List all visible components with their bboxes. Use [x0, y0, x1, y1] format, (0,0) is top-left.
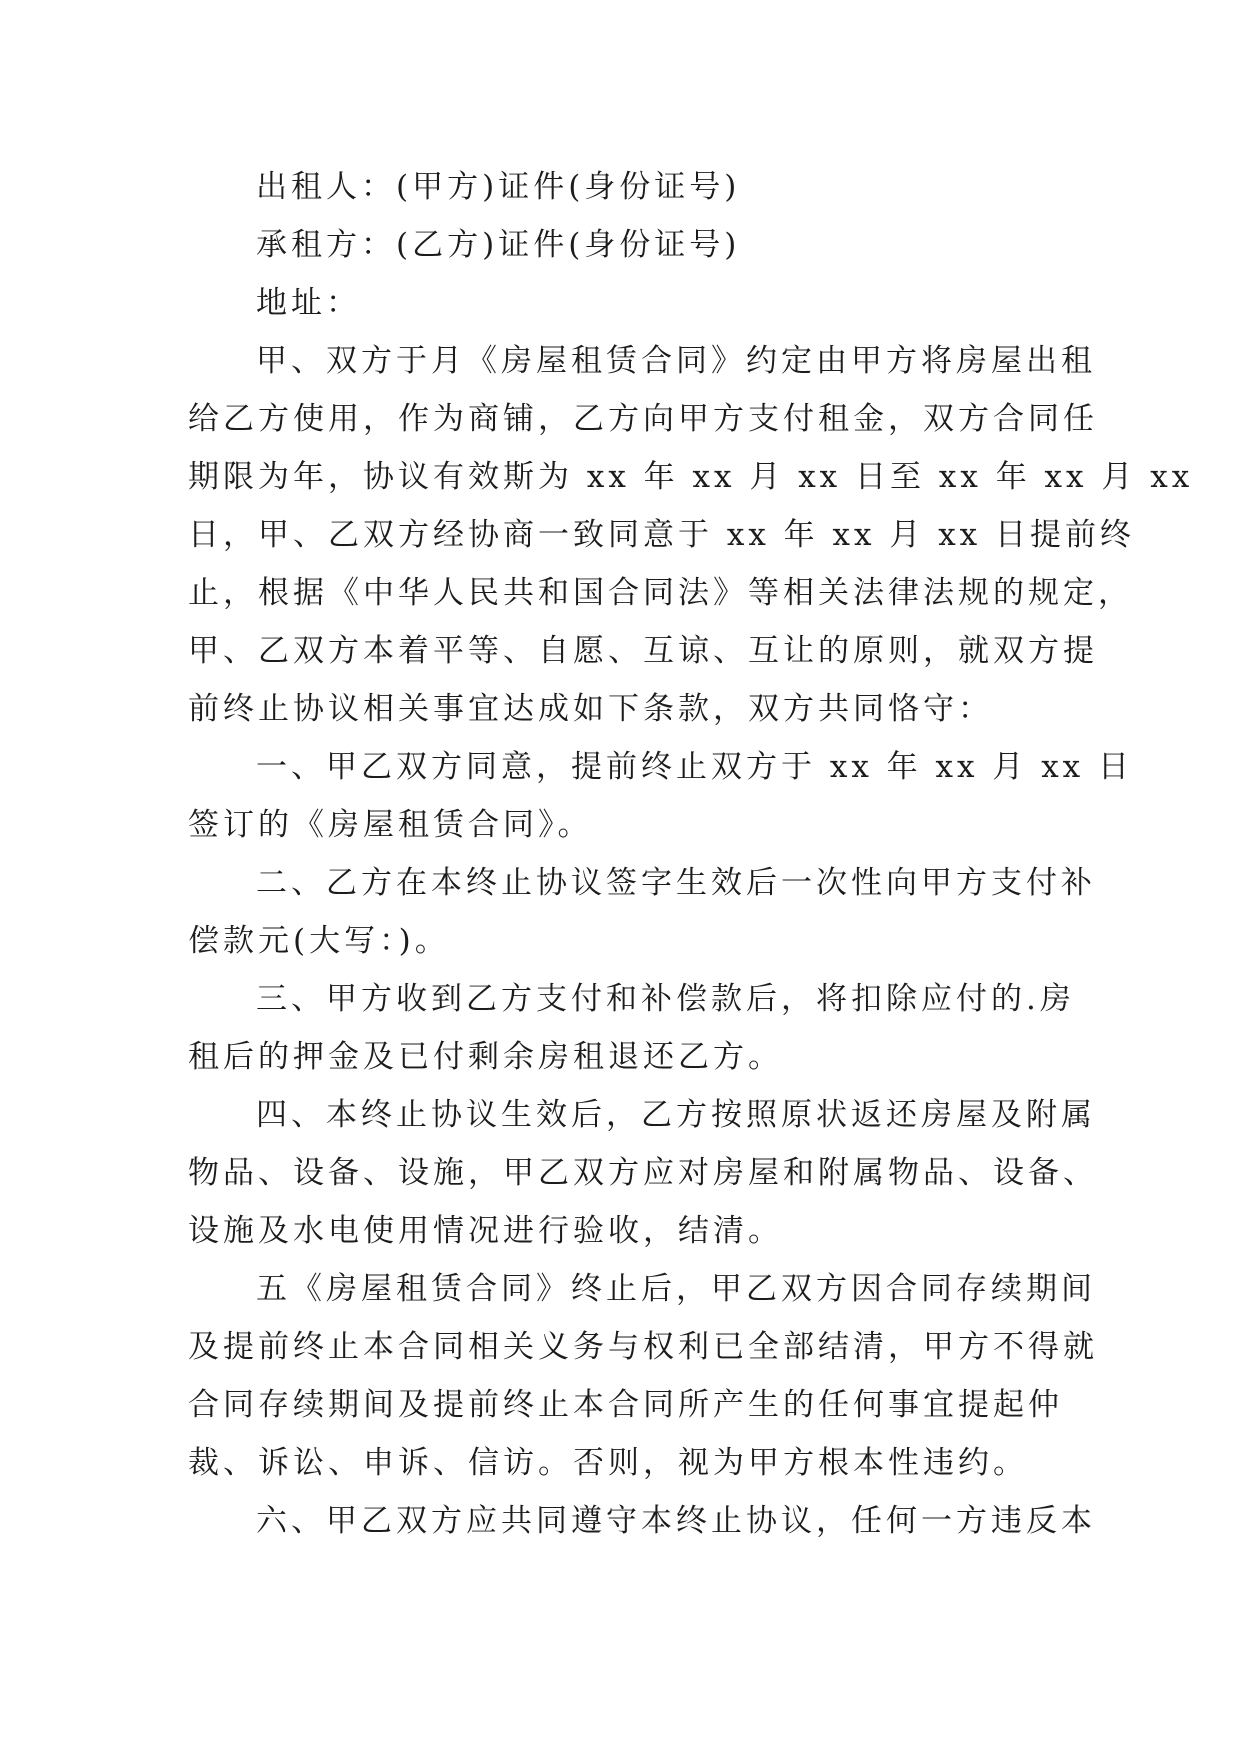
- text-line: 四、本终止协议生效后，乙方按照原状返还房屋及附属: [256, 1097, 1096, 1133]
- text-line: 止，根据《中华人民共和国合同法》等相关法律法规的规定，: [188, 575, 1133, 611]
- text-line: 承租方：(乙方)证件(身份证号): [256, 227, 741, 263]
- clause-6-paragraph: [188, 1492, 1096, 1550]
- text-line: 五《房屋租赁合同》终止后，甲乙双方因合同存续期间: [256, 1271, 1096, 1307]
- text-line: 给乙方使用，作为商铺，乙方向甲方支付租金，双方合同任: [188, 401, 1098, 437]
- text-line: 签订的《房屋租赁合同》。: [188, 807, 593, 843]
- clause-2-paragraph: [188, 854, 1096, 970]
- clause-1-paragraph: [188, 738, 1134, 854]
- text-line: 一、甲乙双方同意，提前终止双方于 xx 年 xx 月 xx 日: [256, 749, 1134, 785]
- text-line: 裁、诉讼、申诉、信访。否则，视为甲方根本性违约。: [188, 1445, 1028, 1481]
- text-line: 偿款元(大写：)。: [188, 923, 450, 959]
- address-line: [188, 274, 1064, 332]
- text-line: 甲、乙双方本着平等、自愿、互谅、互让的原则，就双方提: [188, 633, 1098, 669]
- document-body: [188, 158, 1194, 1550]
- text-line: 合同存续期间及提前终止本合同所产生的任何事宜提起仲: [188, 1387, 1063, 1423]
- text-line: 及提前终止本合同相关义务与权利已全部结清，甲方不得就: [188, 1329, 1098, 1365]
- text-line: 二、乙方在本终止协议签字生效后一次性向甲方支付补: [256, 865, 1096, 901]
- text-line: 甲、双方于月《房屋租赁合同》约定由甲方将房屋出租: [256, 343, 1096, 379]
- text-line: 日，甲、乙双方经协商一致同意于 xx 年 xx 月 xx 日提前终: [188, 517, 1136, 553]
- preamble-paragraph: [188, 332, 1194, 738]
- text-line: 期限为年，协议有效斯为 xx 年 xx 月 xx 日至 xx 年 xx 月 xx: [188, 459, 1194, 495]
- clause-4-paragraph: [188, 1086, 1098, 1260]
- lessee-line: [188, 216, 1064, 274]
- lessor-line: [188, 158, 1064, 216]
- text-line: 六、甲乙双方应共同遵守本终止协议，任何一方违反本: [256, 1503, 1096, 1539]
- text-line: 地址：: [256, 285, 361, 321]
- clause-3-paragraph: [188, 970, 1075, 1086]
- text-line: 前终止协议相关事宜达成如下条款，双方共同恪守：: [188, 691, 993, 727]
- text-line: 设施及水电使用情况进行验收，结清。: [188, 1213, 783, 1249]
- text-line: 物品、设备、设施，甲乙双方应对房屋和附属物品、设备、: [188, 1155, 1098, 1191]
- text-line: 出租人：(甲方)证件(身份证号): [256, 169, 741, 205]
- clause-5-paragraph: [188, 1260, 1098, 1492]
- text-line: 三、甲方收到乙方支付和补偿款后，将扣除应付的.房: [256, 981, 1075, 1017]
- text-line: 租后的押金及已付剩余房租退还乙方。: [188, 1039, 783, 1075]
